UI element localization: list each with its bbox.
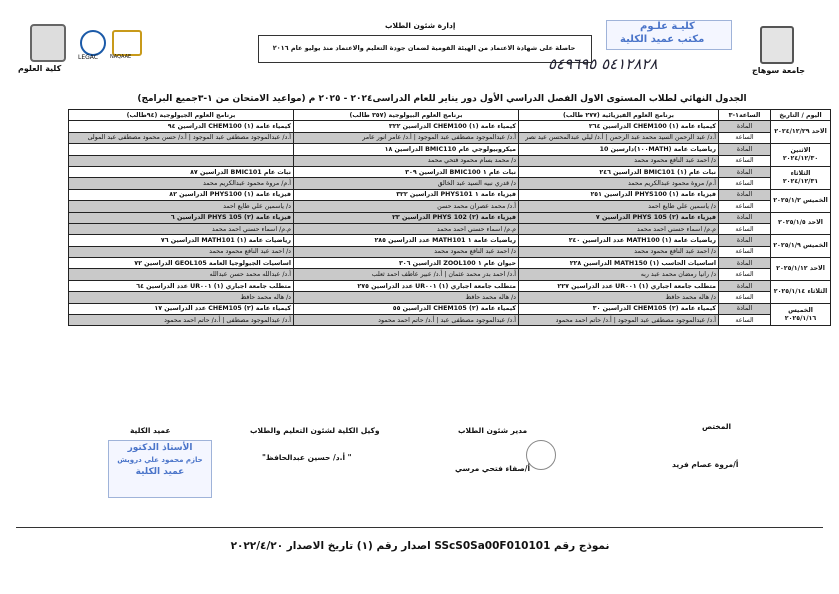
subject-cell: نبات عام (١) BMIC101 الدراسين ٢٤٦ (519, 166, 719, 177)
footer-rule (16, 527, 823, 528)
subject-cell: متطلب جامعة اجباري (١) UR٠٠١ عدد الدراسين ٢٧٥ (294, 280, 519, 291)
subject-cell: حيوان عام ١ ZOOL100 الدراسين ٣٠٦ (294, 258, 519, 269)
supervisor-cell: د/ هاله محمد حافظ (69, 292, 294, 303)
dean-stamp-line1: الأستاذ الدكتور (127, 443, 193, 453)
supervisor-cell: د/ احمد عبد النافع محمود محمد (294, 246, 519, 257)
subject-cell: فيزياء عامة (١) PHYS100 الدراسين ٨٢ (69, 189, 294, 200)
col-day: اليوم / التاريخ (771, 110, 831, 121)
subject-cell: متطلب جامعة اجباري (١) UR٠٠١ عدد الدراسين ٦٤ (69, 280, 294, 291)
supervisor-cell: أ.د/ عبدالموجود مصطفى عبد الموجود | أ.د/ حسن محمود مصطفى عبد المولى (69, 132, 294, 143)
table-row (69, 155, 831, 166)
supervisor-cell (69, 155, 294, 166)
schedule-body (69, 121, 831, 326)
subject-cell: رياضيات عامة ١ MATH101 عدد الدراسين ٢٨٥ (294, 235, 519, 246)
supervisor-cell: د/ احمد عبد النافع محمود محمد (519, 155, 719, 166)
subject-label: المادة (719, 144, 771, 155)
subject-label: المادة (719, 166, 771, 177)
office-title: إدارة شئون الطلاب (385, 21, 456, 30)
subject-cell: نبات عام ١ BMIC100 الدراسين ٣٠٩ (294, 166, 519, 177)
sig-specialist-name: أ/مروة عصام فريد (672, 460, 739, 469)
table-row (69, 315, 831, 326)
naqaae-label: NAQAAE (110, 54, 132, 60)
round-stamp (526, 440, 556, 470)
supervisor-cell: د/ هاله محمد حافظ (519, 292, 719, 303)
day-cell: الاثنين ٢٠٢٤/١٢/٣٠ (771, 144, 831, 167)
col-program-physics: برنامج العلوم الفيزيائية (٢٧٧ طالب) (519, 110, 719, 121)
dean-stamp (108, 440, 212, 498)
form-number: نموذج رقم SScS0Sa00F010101 اصدار رقم (١) تاريخ الاصدار ٢٠٢٢/٤/٢٠ (230, 540, 610, 552)
accreditation-text: حاصلة على شهادة الاعتماد من الهيئة القومية لضمان جودة التعليم والاعتماد منذ يوليو عام ٢٠١٦ (272, 44, 576, 52)
university-label: جامعة سوهاج (752, 66, 806, 75)
col-time: الساعة١-٣ (719, 110, 771, 121)
hall-label: الساعة (719, 178, 771, 189)
hall-label: الساعة (719, 269, 771, 280)
table-row (69, 166, 831, 177)
subject-cell: فيزياء عامة (١) PHYS100 الدراسين ٢٥١ (519, 189, 719, 200)
col-program-geology: برنامج العلوم الجيولوجية (٩٤طالب) (69, 110, 294, 121)
supervisor-cell: د/ محمد بسام محمود فتحي محمد (294, 155, 519, 166)
subject-label: المادة (719, 303, 771, 314)
supervisor-cell: أ.د/ احمد بدر محمد عثمان | أ.د/ عبير عاطف احمد ثعلب (294, 269, 519, 280)
handwritten-number: ٥٤١٢٨٢٨ ٥٤٩٦٩٥ (548, 55, 658, 73)
schedule-title: الجدول النهائي لطلاب المستوى الاول الفصل الدراسي الأول دور يناير للعام الدراسى٢٠٢٤ - ٢٠٢٥ م (مواعيد الامتحان من ١-٣جميع البرامج) (137, 94, 747, 104)
sig-vice-dean-name: " أ.د/ حسين عبدالحافظ" (262, 453, 352, 462)
supervisor-cell: د/ قدري نبيه السيد عبد الخالق (294, 178, 519, 189)
supervisor-cell: د/ احمد عبد النافع محمود محمد (69, 246, 294, 257)
supervisor-cell: د/ رانيا رمضان محمد عبد ربه (519, 269, 719, 280)
subject-cell: كيمياء عامة (٢) CHEM105 الدراسين ٣٠ (519, 303, 719, 314)
hall-label: الساعة (719, 223, 771, 234)
subject-label: المادة (719, 189, 771, 200)
subject-label: المادة (719, 212, 771, 223)
dean-stamp-line2: حازم محمود علي درويش (117, 456, 203, 464)
university-logo (760, 26, 794, 64)
hall-label: الساعة (719, 315, 771, 326)
table-row (69, 246, 831, 257)
day-cell: الاحد ٢٠٢٥/١/٥ (771, 212, 831, 235)
subject-cell: متطلب جامعة اجباري (١) UR٠٠١ عدد الدراسين ٢٢٧ (519, 280, 719, 291)
table-row (69, 269, 831, 280)
day-cell: الثلاثاء ٢٠٢٥/١/١٤ (771, 280, 831, 303)
hall-label: الساعة (719, 201, 771, 212)
day-cell: الثلاثاء ٢٠٢٤/١٢/٣١ (771, 166, 831, 189)
day-cell: الاحد ٢٠٢٤/١٢/٢٩ (771, 121, 831, 144)
subject-cell: فيزياء عامة (٢) PHYS 105 الدراسين ٧ (519, 212, 719, 223)
day-cell: الاحد ٢٠٢٥/١/١٢ (771, 258, 831, 281)
day-cell: الخميس ٢٠٢٥/١/٢ (771, 189, 831, 212)
sig-dean-title: عميد الكلية (130, 426, 171, 435)
supervisor-cell: د/ هاله محمد حافظ (294, 292, 519, 303)
table-row (69, 144, 831, 155)
table-row (69, 178, 831, 189)
subject-cell: رياضيات عامة (١٠٠MATH)دارسين 10 (519, 144, 719, 155)
subject-cell: رياضيات عامة (١) MATH100 عدد الدراسين ٢٤٠ (519, 235, 719, 246)
subject-cell: اساسيات الجيولوجيا العامة GEOL105 الدراسين ٧٢ (69, 258, 294, 269)
hall-label: الساعة (719, 246, 771, 257)
table-row (69, 132, 831, 143)
subject-cell: كيمياء عامة (١) CHEM100 الدراسين ٢٦٤ (519, 121, 719, 132)
subject-cell: ميكروبيولوجي عام BMIC110 الدراسين ١٨ (294, 144, 519, 155)
sig-specialist-title: المختص (702, 422, 732, 431)
legac-logo (80, 30, 106, 56)
dean-stamp-line3: عميد الكلية (135, 467, 185, 477)
supervisor-cell: أ.د/ محمد عصران محمد حسن (294, 201, 519, 212)
hall-label: الساعة (719, 292, 771, 303)
subject-cell: فيزياء عامة ١ PHYS101 الدراسين ٣٢٢ (294, 189, 519, 200)
day-cell: الخميس ٢٠٢٥/١/١٦ (771, 303, 831, 326)
supervisor-cell: أ.د/ عبد الرحمن السيد محمد عبد الرحمن | أ.د/ ليلي عبدالمحسن عيد نصر (519, 132, 719, 143)
table-row (69, 280, 831, 291)
supervisor-cell: أ.د/ عبدالموجود مصطفى عبد الموجود | أ.د/ حاتم احمد محمود (519, 315, 719, 326)
subject-cell: كيمياء عامة (٢) CHEM105 الدراسين ٥٥ (294, 303, 519, 314)
subject-label: المادة (719, 235, 771, 246)
supervisor-cell: أ.م/ مروة محمود عبدالكريم محمد (519, 178, 719, 189)
supervisor-cell: أ.د/ عبدالموجود مصطفى | أ.د/ حاتم احمد محمود (69, 315, 294, 326)
subject-cell (69, 144, 294, 155)
table-row (69, 292, 831, 303)
supervisor-cell: م.م/ اسماء حسني احمد محمد (519, 223, 719, 234)
day-cell: الخميس ٢٠٢٥/١/٩ (771, 235, 831, 258)
supervisor-cell: م.م/ اسماء حسني احمد محمد (69, 223, 294, 234)
table-row (69, 201, 831, 212)
supervisor-cell: م.م/ اسماء حسني احمد محمد (294, 223, 519, 234)
subject-cell: كيمياء عامة (١) CHEM100 الدراسين ٩٤ (69, 121, 294, 132)
table-row (69, 121, 831, 132)
supervisor-cell: أ.د/ عبدالله محمد حسن عبدالله (69, 269, 294, 280)
subject-label: المادة (719, 258, 771, 269)
table-row (69, 303, 831, 314)
subject-cell: كيمياء عامة (٢) CHEM105 عدد الدراسين ١٧ (69, 303, 294, 314)
table-row (69, 212, 831, 223)
subject-label: المادة (719, 121, 771, 132)
supervisor-cell: أ.د/ عبدالموجود مصطفى عبد | أ.د/ حاتم احمد محمود (294, 315, 519, 326)
stamp-top: كليـة علـوم (640, 21, 695, 32)
naqaae-logo (112, 30, 142, 56)
table-header-row (69, 110, 831, 121)
subject-cell: نبات عام BMIC101 الدراسين ٨٧ (69, 166, 294, 177)
hall-label: الساعة (719, 155, 771, 166)
table-row (69, 258, 831, 269)
stamp-bottom: مكتب عميد الكلية (620, 34, 705, 45)
supervisor-cell: د/ ياسمين علي طايع احمد (519, 201, 719, 212)
sig-affairs-title: مدير شئون الطلاب (458, 426, 528, 435)
supervisor-cell: د/ ياسمين علي طايع احمد (69, 201, 294, 212)
subject-cell: فيزياء عامة (٢) PHYS 102 الدراسين ٢٣ (294, 212, 519, 223)
supervisor-cell: د/ احمد عبد النافع محمود محمد (519, 246, 719, 257)
exam-schedule-table (68, 109, 831, 326)
hall-label: الساعة (719, 132, 771, 143)
table-row (69, 189, 831, 200)
sig-vice-dean-title: وكيل الكلية لشئون التعليم والطلاب (250, 426, 380, 435)
subject-cell: فيزياء عامة (٢) PHYS 105 الدراسين ٦ (69, 212, 294, 223)
col-program-biology: برنامج العلوم البيولوجية (٣٥٧ طالب) (294, 110, 519, 121)
table-row (69, 235, 831, 246)
faculty-label: كلية العلوم (18, 64, 62, 73)
table-row (69, 223, 831, 234)
supervisor-cell: أ.د/ عبدالموجود مصطفى عبد الموجود | أ.د/ عامر انور عامر (294, 132, 519, 143)
subject-label: المادة (719, 280, 771, 291)
faculty-logo (30, 24, 66, 62)
subject-cell: كيمياء عامة (١) CHEM100 الدراسين ٣٢٢ (294, 121, 519, 132)
supervisor-cell: أ.م/ مروة محمود عبدالكريم محمد (69, 178, 294, 189)
subject-cell: اساسيات الحاسب (١) MATH150 الدراسين ٢٢٨ (519, 258, 719, 269)
subject-cell: رياضيات عامة (١) MATH101 الدراسين ٧٦ (69, 235, 294, 246)
sig-affairs-name: أ/صفاء فتحي مرسي (455, 464, 531, 473)
legac-label: LEGAC (78, 54, 98, 61)
